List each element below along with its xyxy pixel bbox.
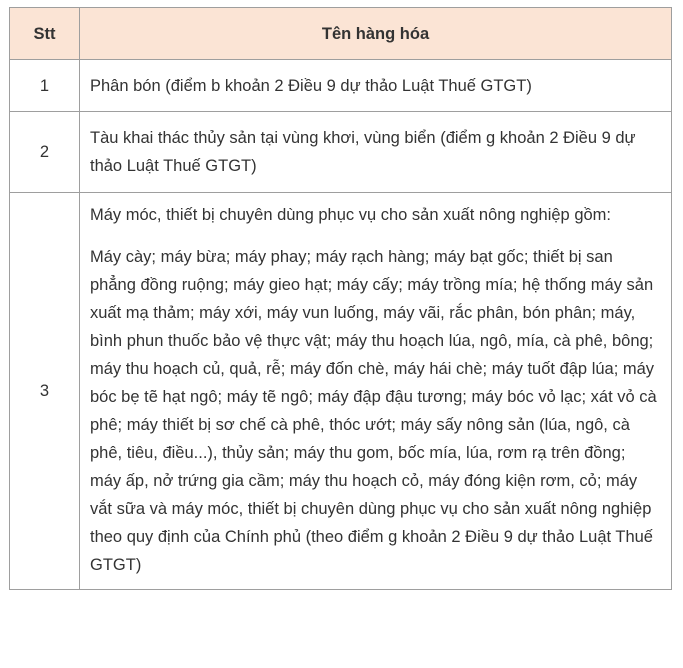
row-number: 2 [10,112,80,193]
goods-table [9,7,672,590]
goods-description: Phân bón (điểm b khoản 2 Điều 9 dự thảo Luật Thuế GTGT) [80,60,672,112]
row-number: 1 [10,60,80,112]
header-goods-name: Tên hàng hóa [80,8,672,60]
table-row [10,112,672,193]
goods-intro: Máy móc, thiết bị chuyên dùng phục vụ cho sản xuất nông nghiệp gồm: [90,206,611,224]
table-header-row [10,8,672,60]
goods-machine-list: Máy cày; máy bừa; máy phay; máy rạch hàng; máy bạt gốc; thiết bị san phẳng đồng ruộng; máy gieo hạt; máy cấy; máy trồng mía; hệ thống máy sản xuất mạ thảm; máy xới, máy vun luống, máy vãi, rắc phân, bón phân; máy, bình phun thuốc bảo vệ thực vật; máy thu hoạch lúa, ngô, mía, cà phê, bông; máy thu hoạch củ, quả, rễ; máy đốn chè, máy hái chè; máy tuốt đập lúa; máy bóc bẹ tẽ hạt ngô; máy tẽ ngô; máy đập đậu tương; máy bóc vỏ lạc; xát vỏ cà phê; máy thiết bị sơ chế cà phê, thóc ướt; máy sấy nông sản (lúa, ngô, cà phê, tiêu, điều...), thủy sản; máy thu gom, bốc mía, lúa, rơm rạ trên đồng; máy ấp, nở trứng gia cầm; máy thu hoạch cỏ, máy đóng kiện rơm, cỏ; máy vắt sữa và máy móc, thiết bị chuyên dùng phục vụ cho sản xuất nông nghiệp theo quy định của Chính phủ (theo điểm g khoản 2 Điều 9 dự thảo Luật Thuế GTGT) [90,248,657,574]
goods-description: Tàu khai thác thủy sản tại vùng khơi, vùng biển (điểm g khoản 2 Điều 9 dự thảo Luật Thuế GTGT) [80,112,672,193]
table-row [10,193,672,590]
goods-table-container [9,7,671,590]
header-stt: Stt [10,8,80,60]
row-number: 3 [10,193,80,590]
goods-description-cell [80,193,672,590]
table-row [10,60,672,112]
